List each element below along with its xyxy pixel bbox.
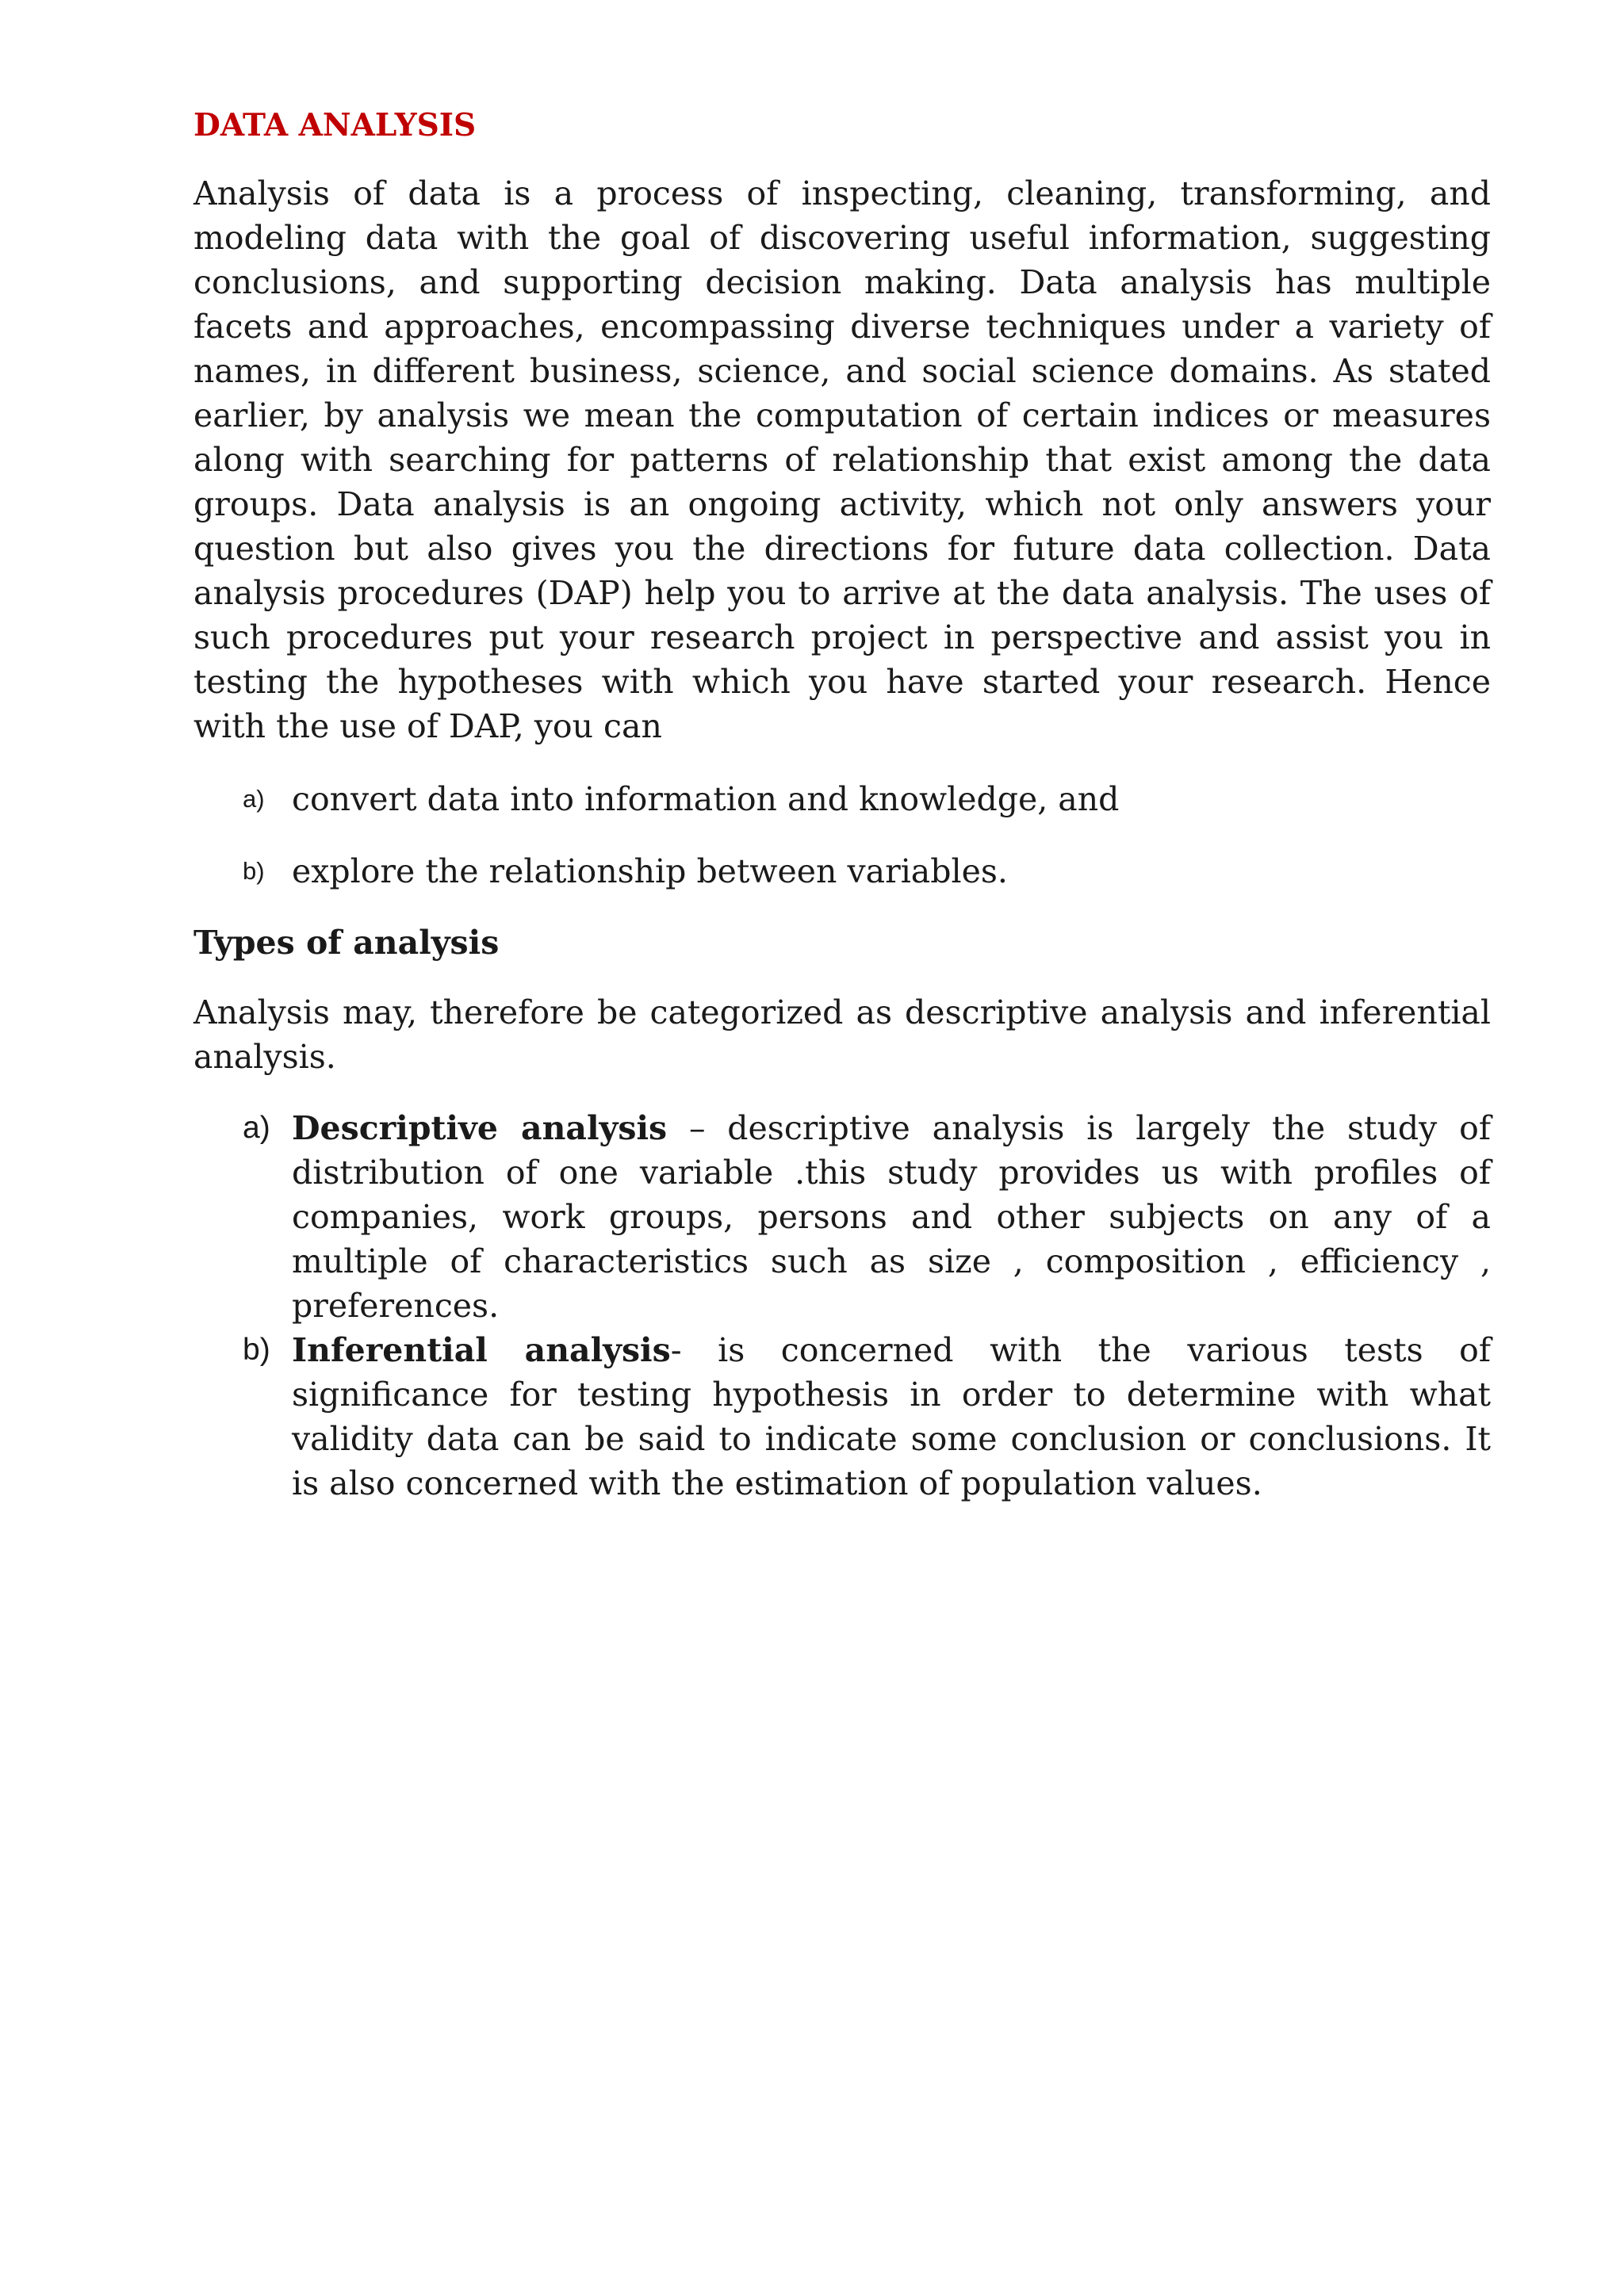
list-marker: b): [243, 1333, 270, 1367]
types-list: [193, 1106, 1491, 1506]
list-item: [193, 777, 1491, 821]
list-item-text: convert data into information and knowledge, and: [292, 780, 1120, 818]
descriptive-analysis-term: Descriptive analysis: [292, 1109, 668, 1147]
descriptive-analysis-text: – descriptive analysis is largely the study of distribution of one variable .this study provides us with profiles of companies, work groups, persons and other subjects on any of a multiple of characteristics such as size , composition , efficiency , preferences.: [292, 1109, 1491, 1325]
list-marker: b): [243, 857, 265, 885]
dap-uses-list: [193, 777, 1491, 894]
inferential-analysis-term: Inferential analysis: [292, 1331, 671, 1369]
list-item: [193, 1328, 1491, 1506]
types-paragraph: Analysis may, therefore be categorized as descriptive analysis and inferential analysis.: [193, 993, 1491, 1076]
list-marker: a): [243, 785, 265, 813]
list-item: [193, 849, 1491, 894]
list-marker: a): [243, 1111, 270, 1145]
document-title: DATA ANALYSIS: [193, 107, 477, 144]
list-item: [193, 1106, 1491, 1328]
types-heading: Types of analysis: [193, 924, 500, 962]
inferential-analysis-text: - is concerned with the various tests of significance for testing hypothesis in order to determine with what validity data can be said to indicate some conclusion or conclusions. It is also concerned with the estimation of population values.: [292, 1331, 1491, 1502]
list-item-text: explore the relationship between variables.: [292, 852, 1008, 890]
document-page: [193, 103, 1491, 1506]
intro-paragraph: Analysis of data is a process of inspecting, cleaning, transforming, and modeling data with the goal of discovering useful information, suggesting conclusions, and supporting decision making. Data analysis has multiple facets and approaches, encompassing diverse techniques under a variety of names, in different business, science, and social science domains. As stated earlier, by analysis we mean the computation of certain indices or measures along with searching for patterns of relationship that exist among the data groups. Data analysis is an ongoing activity, which not only answers your question but also gives you the directions for future data collection. Data analysis procedures (DAP) help you to arrive at the data analysis. The uses of such procedures put your research project in perspective and assist you in testing the hypotheses with which you have started your research. Hence with the use of DAP, you can: [193, 174, 1491, 745]
